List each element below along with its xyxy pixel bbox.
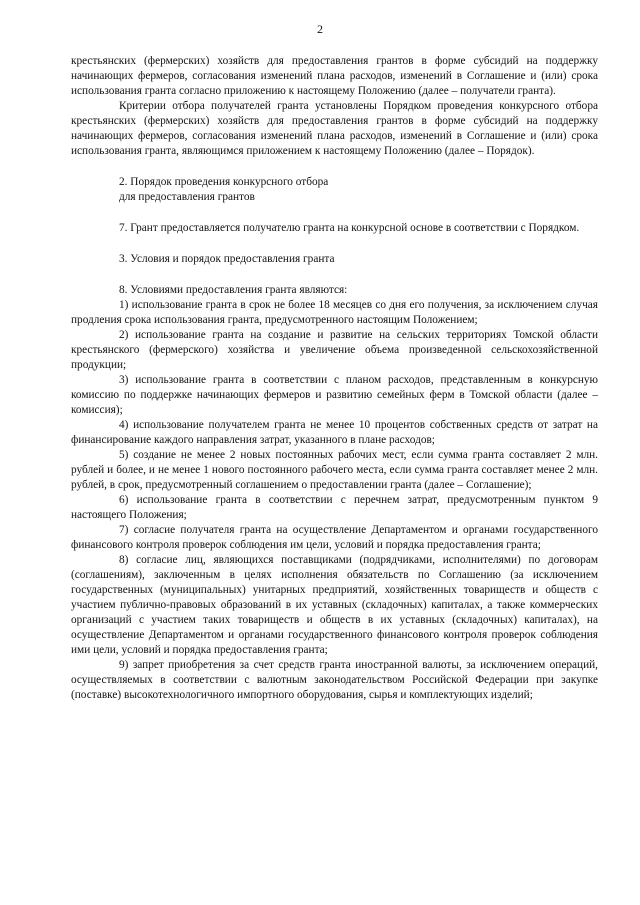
list-item-8: 8) согласие лиц, являющихся поставщиками (подрядчиками, исполнителями) по договорам (соглашениям), заключенным в целях исполнения обязательств по Соглашению (за исключением государственных (муниципальных) унитарных предприятий, хозяйственных товариществ и обществ с участием публично-правовых образований в их уставных (складочных) капиталах, а также коммерческих организаций с участием таких товариществ и обществ в их уставных (складочных) капиталах), на осуществление Департаментом и органами государственного финансового контроля проверок соблюдения ими цели, условий и порядка предоставления гранта; [71,554,598,656]
list-item-2: 2) использование гранта на создание и развитие на сельских территориях Томской области крестьянского (фермерского) хозяйства и увеличение объема произведенной сельскохозяйственной продукции; [71,329,598,371]
list-item-7: 7) согласие получателя гранта на осуществление Департаментом и органами государственного финансового контроля проверок соблюдения им цели, условий и порядка предоставления гранта; [71,524,598,551]
list-item-1: 1) использование гранта в срок не более 18 месяцев со дня его получения, за исключением случая продления срока использования гранта, предусмотренного настоящим Положением; [71,299,598,326]
list-item-9: 9) запрет приобретения за счет средств гранта иностранной валюты, за исключением операций, осуществляемых в соответствии с валютным законодательством Российской Федерации при закупке (поставке) высокотехнологичного импортного оборудования, сырья и комплектующих изделий; [71,659,598,701]
section-2-title-line2: для предоставления грантов [119,191,255,203]
section-2-title-line1: 2. Порядок проведения конкурсного отбора [119,176,329,188]
list-item-6: 6) использование гранта в соответствии с перечнем затрат, предусмотренным пунктом 9 настоящего Положения; [71,494,598,521]
list-item-3: 3) использование гранта в соответствии с планом расходов, представленным в конкурсную комиссию по поддержке начинающих фермеров и развитию семейных ферм в Томской области (далее – комиссия); [71,374,598,416]
section-3-title: 3. Условия и порядок предоставления гранта [119,253,335,265]
page-number: 2 [317,22,323,36]
document-body [71,54,598,703]
paragraph-7: 7. Грант предоставляется получателю гранта на конкурсной основе в соответствии с Порядком. [119,222,580,234]
list-item-5: 5) создание не менее 2 новых постоянных рабочих мест, если сумма гранта составляет 2 млн. рублей и более, и не менее 1 нового постоянного рабочего места, если сумма гранта составляет менее 2 млн. рублей, в срок, предусмотренный соглашением о предоставлении гранта (далее – Соглашение); [71,449,598,491]
list-item-4: 4) использование получателем гранта не менее 10 процентов собственных средств от затрат на финансирование каждого направления затрат, указанного в плане расходов; [71,419,598,446]
paragraph-intro-continued: крестьянских (фермерских) хозяйств для предоставления грантов в форме субсидий на поддержку начинающих фермеров, согласования изменений плана расходов, изменений в Соглашение и (или) срока использования гранта согласно приложению к настоящему Положению (далее – получатели гранта). [71,55,598,97]
paragraph-8: 8. Условиями предоставления гранта являются: [119,284,348,296]
paragraph-selection-criteria: Критерии отбора получателей гранта установлены Порядком проведения конкурсного отбора крестьянских (фермерских) хозяйств для предоставления грантов в форме субсидий на поддержку начинающих фермеров, согласования изменений плана расходов, изменений в Соглашение и (или) срока использования гранта, являющимся приложением к настоящему Положению (далее – Порядок). [71,100,598,157]
